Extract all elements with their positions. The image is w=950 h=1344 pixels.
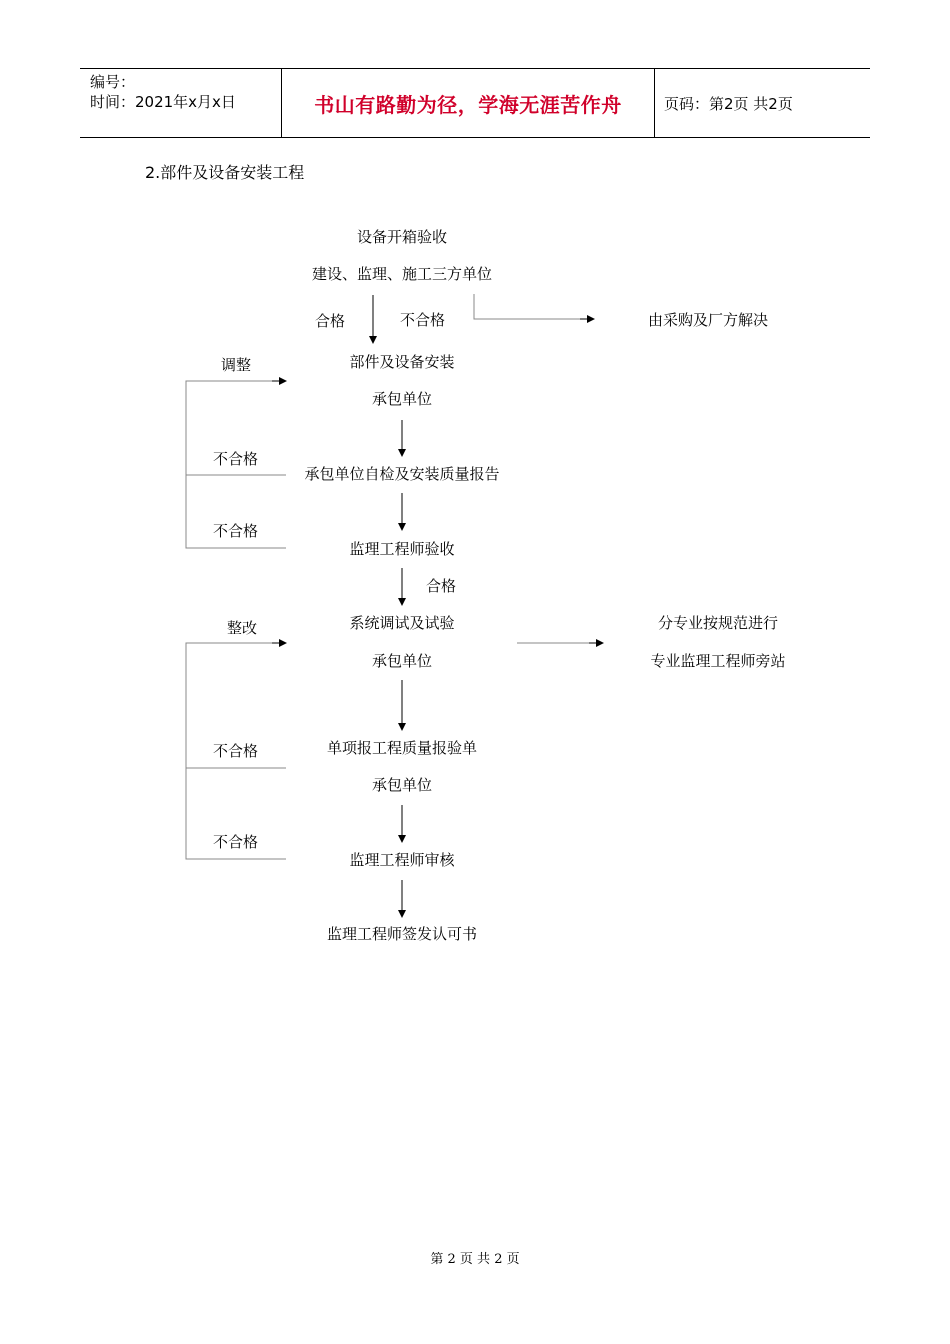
step2-party: 承包单位	[371, 390, 433, 408]
step2-title: 部件及设备安装	[349, 353, 455, 371]
fail-label-5: 不合格	[213, 833, 259, 851]
side-note-1: 分专业按规范进行	[657, 614, 779, 632]
fail-label-2: 不合格	[213, 450, 259, 468]
pass-label-2: 合格	[426, 577, 457, 595]
doc-number-label: 编号：	[90, 73, 136, 91]
step8-title: 监理工程师签发认可书	[326, 925, 478, 943]
step6-party: 承包单位	[371, 776, 433, 794]
fail-label-4: 不合格	[213, 742, 259, 760]
page-code: 页码：第2页 共2页	[664, 94, 793, 113]
fail-label-1: 不合格	[400, 311, 446, 329]
section-title: 2.部件及设备安装工程	[145, 163, 305, 182]
step6-title: 单项报工程质量报验单	[326, 739, 478, 757]
motto-text: 书山有路勤为径，学海无涯苦作舟	[314, 92, 622, 117]
rectify-label: 整改	[227, 619, 258, 637]
step3-title: 承包单位自检及安装质量报告	[304, 465, 500, 483]
step5-title: 系统调试及试验	[349, 614, 455, 632]
step1-title: 设备开箱验收	[356, 228, 448, 246]
step7-title: 监理工程师审核	[349, 851, 455, 869]
step5-party: 承包单位	[371, 652, 433, 670]
arrow-fail-to-vendor	[474, 294, 594, 319]
step1-party: 建设、监理、施工三方单位	[311, 265, 493, 283]
fail-outcome: 由采购及厂方解决	[648, 311, 769, 329]
page-footer: 第 2 页 共 2 页	[430, 1252, 520, 1267]
step4-title: 监理工程师验收	[349, 540, 455, 558]
adjust-label: 调整	[221, 356, 252, 374]
doc-date: 时间：2021年x月x日	[90, 93, 236, 111]
fail-label-3: 不合格	[213, 522, 259, 540]
side-note-2: 专业监理工程师旁站	[650, 652, 786, 670]
pass-label-1: 合格	[315, 312, 346, 330]
